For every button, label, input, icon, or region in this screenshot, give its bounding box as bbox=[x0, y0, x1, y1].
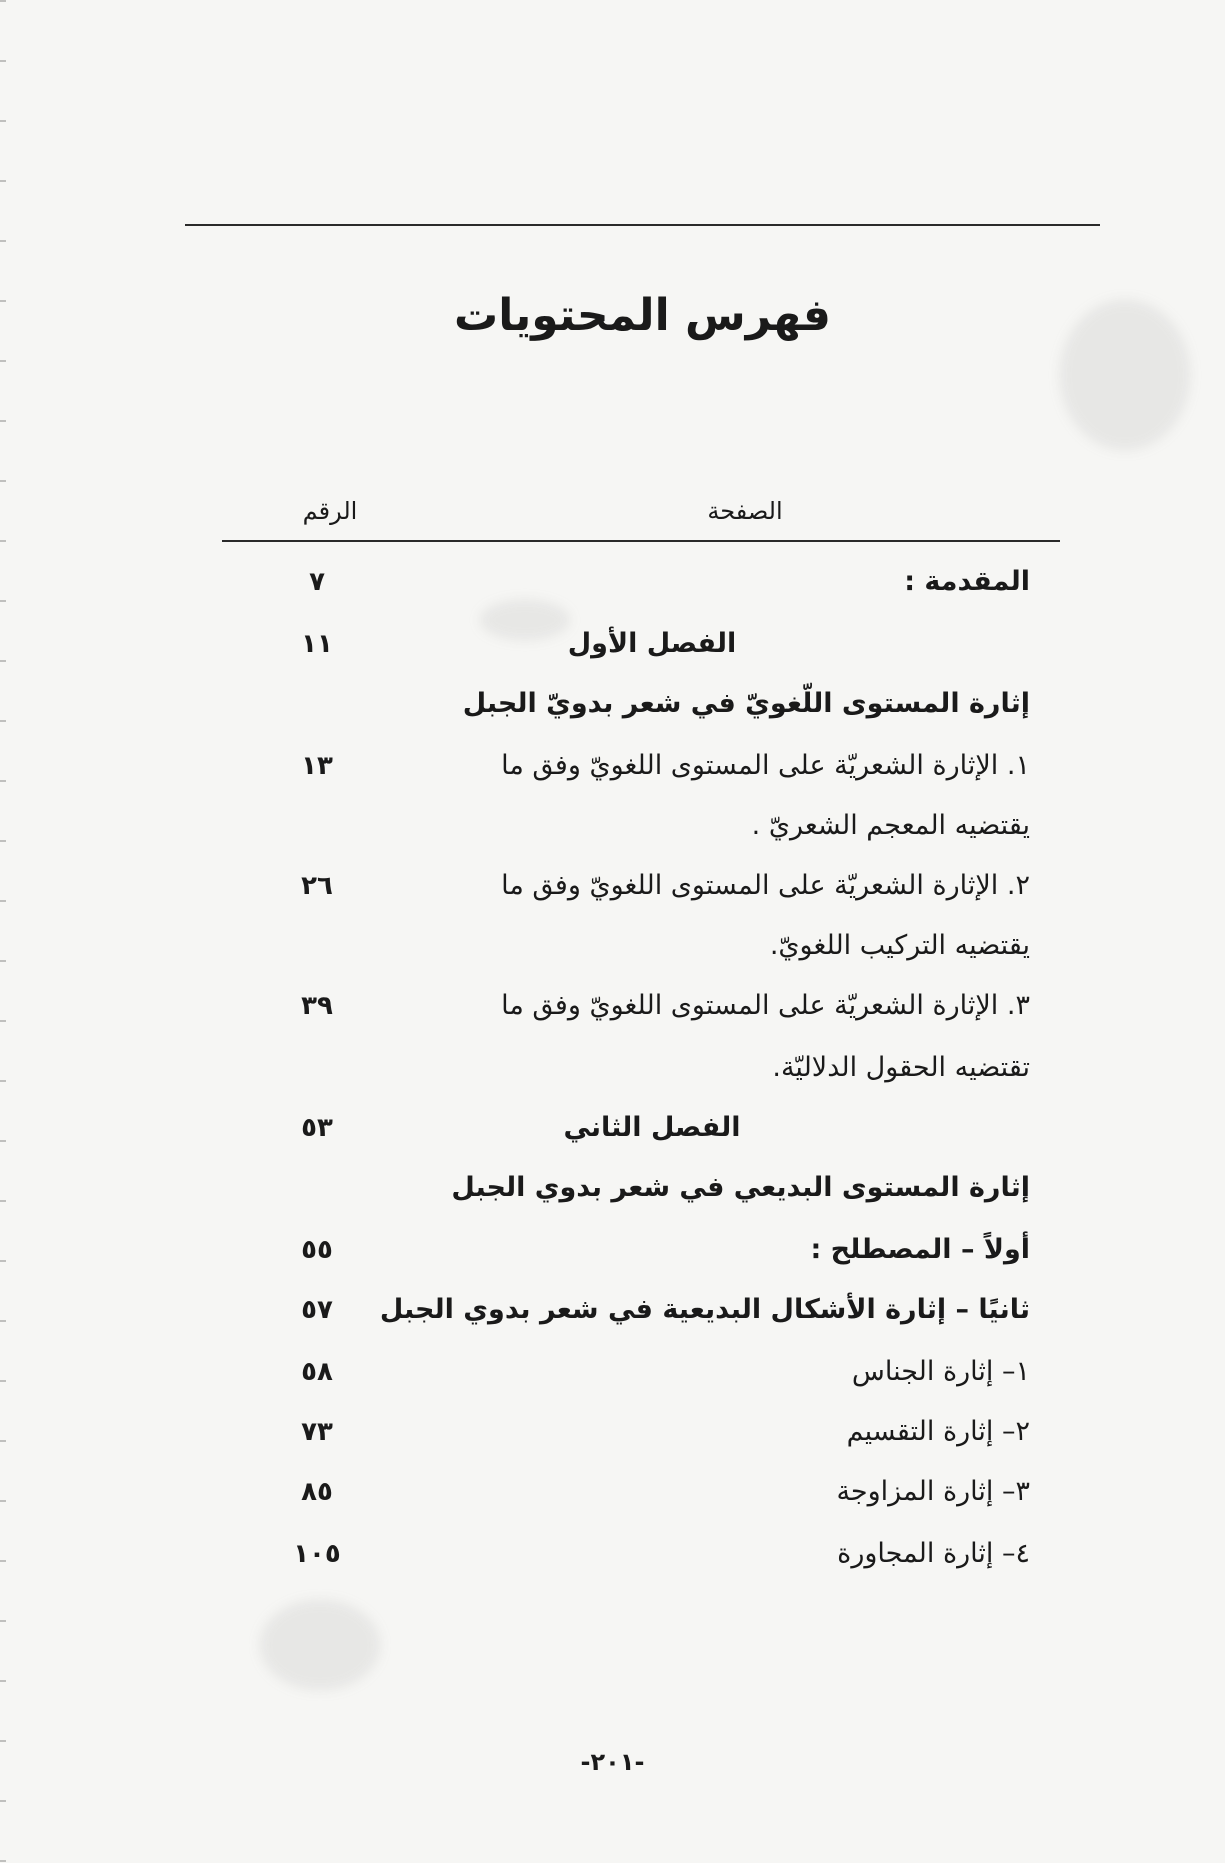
toc-entry-page: ٥٧ bbox=[301, 1295, 333, 1325]
toc-entry-page: ٢٦ bbox=[301, 871, 333, 901]
toc-entry bbox=[222, 558, 1060, 608]
toc-entry-title: الفصل الأول bbox=[567, 628, 737, 659]
toc-entry bbox=[222, 1408, 1060, 1458]
toc-entry-page: ٧٣ bbox=[301, 1417, 333, 1447]
toc-entry bbox=[222, 1044, 1060, 1094]
toc-entry-page: ٥٣ bbox=[301, 1113, 333, 1143]
toc-entry-title: ٣– إثارة المزاوجة bbox=[836, 1476, 1030, 1507]
toc-entry bbox=[222, 862, 1060, 912]
column-header-section: الصفحة bbox=[707, 497, 783, 525]
toc-entry bbox=[222, 802, 1060, 852]
toc-entry-title: ١– إثارة الجناس bbox=[851, 1356, 1030, 1387]
toc-entry-page: ١٣ bbox=[301, 751, 333, 781]
toc-entry bbox=[222, 742, 1060, 792]
toc-entry bbox=[222, 982, 1060, 1032]
page-title bbox=[0, 290, 1225, 341]
toc-entry bbox=[222, 1226, 1060, 1276]
page-title-text: فهرس المحتويات bbox=[454, 290, 831, 341]
toc-entry bbox=[222, 1104, 1060, 1154]
toc-entry bbox=[222, 1164, 1060, 1214]
toc-entry-page: ١٠٥ bbox=[293, 1539, 341, 1569]
toc-entry-page: ٣٩ bbox=[301, 991, 333, 1021]
page-number: -٢٠١- bbox=[580, 1748, 645, 1776]
toc-entry-page: ٥٨ bbox=[301, 1357, 333, 1387]
toc-entry-page: ٧ bbox=[309, 567, 325, 597]
toc-entry-title: ٣. الإثارة الشعريّة على المستوى اللغويّ وفق ما bbox=[501, 990, 1030, 1021]
toc-entry bbox=[222, 1530, 1060, 1580]
toc-entry bbox=[222, 1348, 1060, 1398]
header-rule bbox=[222, 540, 1060, 542]
toc-entry bbox=[222, 1286, 1060, 1336]
toc-entry bbox=[222, 1468, 1060, 1518]
scan-smudge bbox=[260, 1600, 380, 1690]
column-header-page: الرقم bbox=[302, 497, 358, 525]
toc-entry-title: ١. الإثارة الشعريّة على المستوى اللغويّ وفق ما bbox=[501, 750, 1030, 781]
toc-entry bbox=[222, 620, 1060, 670]
toc-entry-title: تقتضيه الحقول الدلاليّة. bbox=[772, 1052, 1030, 1083]
toc-entry-title: إثارة المستوى اللّغويّ في شعر بدويّ الجبل bbox=[462, 688, 1030, 719]
toc-entry-page: ١١ bbox=[301, 629, 333, 659]
toc-entry-title: يقتضيه التركيب اللغويّ. bbox=[769, 930, 1030, 961]
toc-entry-page: ٥٥ bbox=[301, 1235, 333, 1265]
top-rule bbox=[185, 224, 1100, 226]
toc-entry-page: ٨٥ bbox=[301, 1477, 333, 1507]
toc-entry-title: الفصل الثاني bbox=[563, 1112, 741, 1143]
toc-entry-title: ٤– إثارة المجاورة bbox=[837, 1538, 1030, 1569]
toc-entry-title: ٢– إثارة التقسيم bbox=[846, 1416, 1030, 1447]
scan-edge bbox=[0, 0, 6, 1863]
toc-entry-title: ثانيًا – إثارة الأشكال البديعية في شعر بدوي الجبل bbox=[379, 1294, 1030, 1325]
toc-entry bbox=[222, 680, 1060, 730]
toc-entry bbox=[222, 922, 1060, 972]
toc-entry-title: إثارة المستوى البديعي في شعر بدوي الجبل bbox=[451, 1172, 1030, 1203]
toc-entry-title: ٢. الإثارة الشعريّة على المستوى اللغويّ وفق ما bbox=[501, 870, 1030, 901]
toc-entry-title: أولاً – المصطلح : bbox=[810, 1234, 1030, 1265]
toc-entry-title: المقدمة : bbox=[904, 566, 1030, 597]
toc-entry-title: يقتضيه المعجم الشعريّ . bbox=[751, 810, 1030, 841]
